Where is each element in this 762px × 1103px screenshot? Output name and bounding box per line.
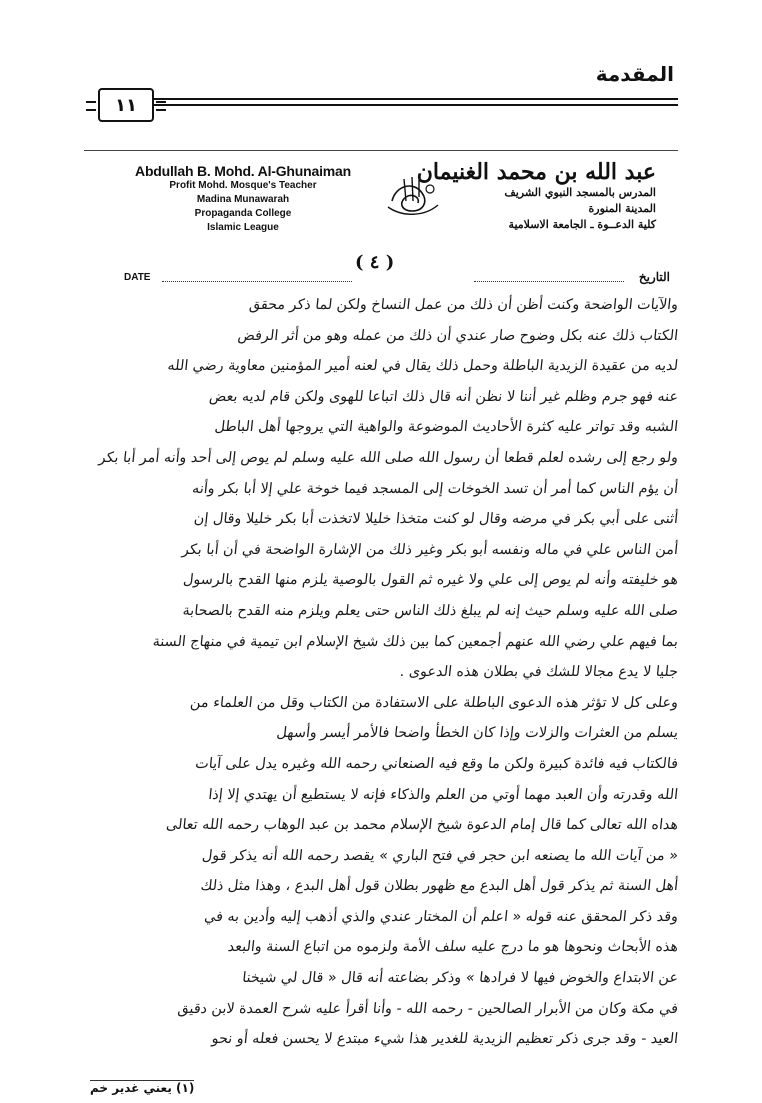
date-label-ar: التاريخ — [638, 270, 670, 284]
letterhead-ar-line: المدينة المنورة — [588, 202, 656, 215]
body-line: الشبه وقد تواتر عليه كثرة الأحاديث الموضوعة والواهية التي يروجها أهل الباطل — [213, 419, 679, 436]
letterhead-en-line: Profit Mohd. Mosque's Teacher — [169, 180, 317, 191]
letterhead-ar-line: كلية الدعــوة ـ الجامعة الاسلامية — [508, 218, 656, 231]
header-rule — [84, 88, 678, 122]
body-line: وقد ذكر المحقق عنه قوله « اعلم أن المختار عندي والذي أذهب إليه وأدين به في — [203, 908, 679, 925]
body-line: أثنى على أبي بكر في مرضه وقال لو كنت متخذا خليلا لاتخذت أبا بكر خليلا وقال إن — [193, 511, 679, 528]
body-line: وعلى كل لا تؤثر هذه الدعوى الباطلة على الاستفادة من الكتاب وقل من العلماء من — [189, 694, 679, 711]
body-line: الله وقدرته وأن العبد مهما أوتي من العلم والذكاء فإنه لا يستطيع أن يهتدي إلا إذا — [207, 786, 679, 803]
date-dotted-line — [474, 281, 624, 282]
body-line: أمن الناس علي في ماله ونفسه أبو بكر وغير ذلك من الإشارة الواضحة في أن أبا بكر — [181, 541, 679, 558]
date-label-en: DATE — [124, 272, 151, 283]
page-number-box — [98, 88, 154, 122]
body-line: عنه فهو جرم وظلم غير أننا لا نظن أنه قال ذلك اتباعا للهوى ولكن قام لديه بعض — [208, 388, 679, 405]
section-title: المقدمة — [595, 62, 674, 86]
body-line: جليا لا يدع مجالا للشك في بطلان هذه الدعوى . — [399, 664, 679, 681]
letterhead — [84, 150, 678, 251]
body-line: هو خليفته وأنه لم يوص إلى علي ولا غيره ثم القول بالوصية يلزم منها القدح بالرسول — [182, 572, 679, 589]
body-line: فالكتاب فيه فائدة كبيرة ولكن ما وقع فيه الصنعاني رحمه الله وغيره يدل على آيات — [194, 755, 679, 772]
rule-line-top — [154, 98, 678, 100]
body-line: أهل السنة ثم يذكر قول أهل البدع مع ظهور بطلان قول أهل البدع ، وهذا مثل ذلك — [199, 878, 679, 895]
body-line: العيد - وقد جرى ذكر تعظيم الزيدية للغدير هذا شيء مبتدع لا يحسن فعله أو نحو — [210, 1031, 679, 1048]
body-line: والآيات الواضحة وكنت أظن أن ذلك من عمل النساخ ولكن لما ذكر محقق — [248, 297, 679, 313]
date-dotted-line — [162, 281, 352, 282]
body-line: في مكة وكان من الأبرار الصالحين - رحمه الله - وأنا أقرأ عليه شرح العمدة لابن دقيق — [176, 1000, 679, 1017]
body-line: « من آيات الله ما يصنعه ابن حجر في فتح الباري » يقصد رحمه الله أنه يذكر قول — [201, 847, 679, 864]
letterhead-ar-name: عبد الله بن محمد الغنيمان — [416, 159, 656, 185]
body-line: يسلم من العثرات والزلات وإذا كان الخطأ واضحا فالأمر أيسر وأسهل — [275, 725, 679, 742]
letterhead-en-line: Madina Munawarah — [196, 194, 290, 205]
sheet-number: ( ٤ ) — [355, 252, 395, 273]
body-line: صلى الله عليه وسلم حيث إنه لم يبلغ ذلك الناس حتى يعلم ويلزم منه القدح بالصحابة — [181, 602, 679, 619]
letterhead-ar-line: المدرس بالمسجد النبوي الشريف — [504, 186, 656, 199]
body-line: الكتاب ذلك عنه بكل وضوح صار عندي أن ذلك من عمله وهو من أثر الرفض — [236, 327, 679, 344]
footnote: (١) يعني غدير خم — [90, 1081, 195, 1095]
letterhead-english — [128, 163, 358, 235]
date-row — [124, 270, 670, 288]
page-number: ١١ — [115, 94, 137, 116]
letterhead-en-line: Propaganda College — [194, 208, 292, 219]
body-line: ولو رجع إلى رشده لعلم قطعا أن رسول الله صلى الله عليه وسلم لم يوص إلى أحد وأنه أمر أبا بكر — [97, 449, 679, 466]
body-line: لديه من عقيدة الزيدية الباطلة وحمل ذلك يقال في لعنه أمير المؤمنين معاوية رضي الله — [166, 358, 679, 375]
body-line: بما فيهم علي رضي الله عنهم أجمعين كما بين ذلك شيخ الإسلام ابن تيمية في منهاج السنة — [151, 633, 679, 650]
letterhead-en-line: Islamic League — [207, 222, 279, 233]
body-line: أن يؤم الناس كما أمر أن تسد الخوخات إلى المسجد فيما خوخة علي إلا أبا بكر وأنه — [191, 480, 679, 497]
letterhead-en-name: Abdullah B. Mohd. Al-Ghunaiman — [135, 163, 351, 179]
body-line: عن الابتداع والخوض فيها لا فرادها » وذكر بضاعته أنه قال « قال لي شيخنا — [241, 970, 679, 987]
handwritten-body — [86, 290, 678, 1055]
rule-line-bottom — [154, 104, 678, 106]
body-line: هداه الله تعالى كما قال إمام الدعوة شيخ الإسلام محمد بن عبد الوهاب رحمه الله تعالى — [165, 817, 679, 834]
letterhead-arabic — [416, 159, 656, 233]
body-line: هذه الأبحاث ونحوها هو ما درج عليه سلف الأمة ولزموه من اتباع السنة والبعد — [227, 939, 679, 956]
